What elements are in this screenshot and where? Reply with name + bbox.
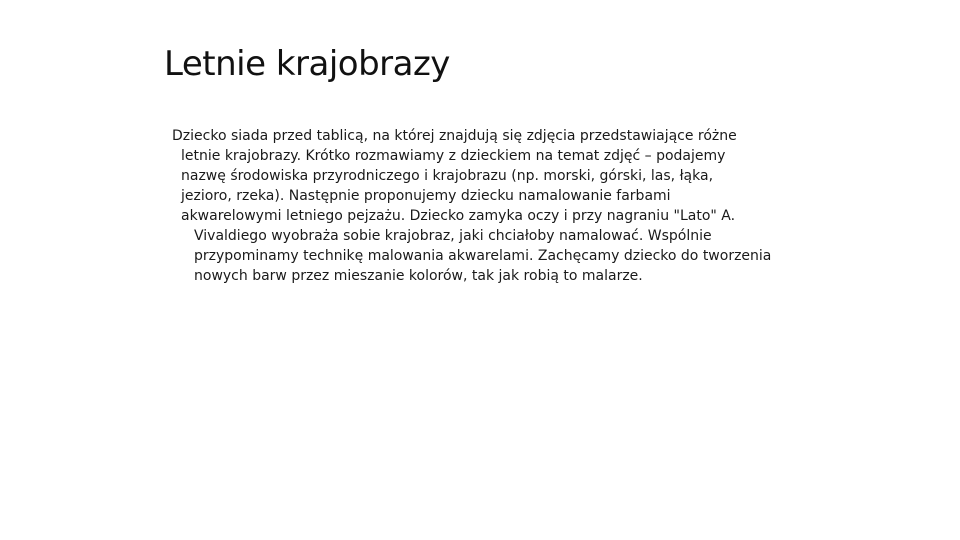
- paragraph-line: nowych barw przez mieszanie kolorów, tak jak robią to malarze.: [194, 268, 643, 284]
- slide-title: Letnie krajobrazy: [164, 44, 450, 84]
- slide-body-paragraph: [172, 126, 812, 286]
- paragraph-line: Vivaldiego wyobraża sobie krajobraz, jaki chciałoby namalować. Wspólnie: [194, 228, 712, 244]
- paragraph-line: jezioro, rzeka). Następnie proponujemy dziecku namalowanie farbami: [181, 188, 671, 204]
- paragraph-line: przypominamy technikę malowania akwarelami. Zachęcamy dziecko do tworzenia: [194, 248, 772, 264]
- paragraph-line: akwarelowymi letniego pejzażu. Dziecko zamyka oczy i przy nagraniu "Lato" A.: [181, 208, 736, 224]
- paragraph-line: nazwę środowiska przyrodniczego i krajobrazu (np. morski, górski, las, łąka,: [181, 168, 714, 184]
- paragraph-line: Dziecko siada przed tablicą, na której znajdują się zdjęcia przedstawiające różne: [172, 128, 737, 144]
- paragraph-line: letnie krajobrazy. Krótko rozmawiamy z dzieckiem na temat zdjęć – podajemy: [181, 148, 726, 164]
